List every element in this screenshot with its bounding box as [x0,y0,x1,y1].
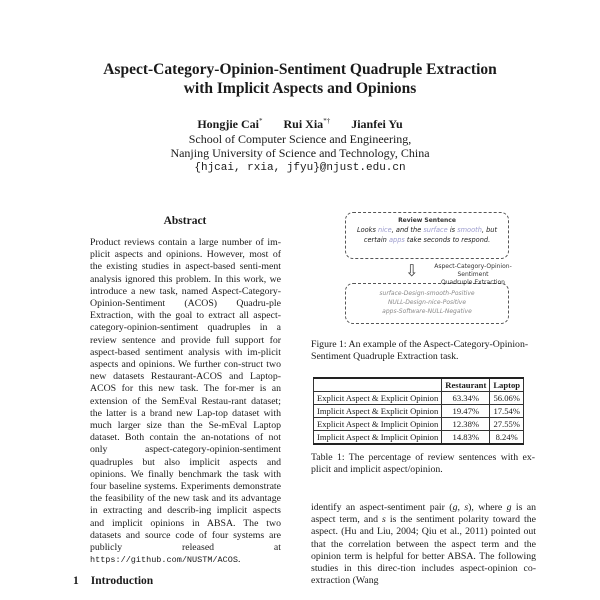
table-row: Explicit Aspect & Implicit Opinion 12.38% 27.55% [314,418,524,431]
title-line-1: Aspect-Category-Opinion-Sentiment Quadruple Extraction [103,61,497,78]
figure-1 [345,212,512,324]
title-line-2: with Implicit Aspects and Opinions [183,80,417,97]
table-header-cell: Restaurant [442,378,490,392]
table-row: Implicit Aspect & Implicit Opinion 14.83% 8.24% [314,431,524,445]
author: Rui Xia*† [283,117,331,131]
extraction-label: Aspect-Category-Opinion-Sentiment Quadruple Extraction [434,263,512,286]
table-row: Implicit Aspect & Explicit Opinion 19.47% 17.54% [314,405,524,418]
author-names [0,114,600,132]
author: Jianfei Yu [351,117,403,131]
affiliation-line-1: School of Computer Science and Engineering, [188,131,412,146]
section-number: 1 [73,575,79,587]
author-block [0,114,600,175]
table-1-caption: Table 1: The percentage of review sentences with ex-plicit and implicit aspect/opinion. [311,452,535,476]
quadruple-output-box [345,283,509,324]
section-heading-introduction [73,575,153,587]
author-email: {hjcai, rxia, jfyu}@njust.edu.cn [194,161,406,174]
affiliation-line-2: Nanjing University of Science and Technology, China [170,146,430,160]
table-1 [313,377,524,445]
down-arrow-icon: ⇩ [405,261,419,280]
abstract-heading: Abstract [163,215,207,227]
review-sentence-heading: Review Sentence [398,217,456,224]
figure-1-caption: Figure 1: An example of the Aspect-Category-Opinion-Sentiment Quadruple Extraction task. [311,339,529,363]
abstract-body-text: Product reviews contain a large number of im-plicit aspects and opinions. However, most of the existing studies in aspect-based senti-ment analysis ignored this problem. In this work, we introduce a new task, named Aspect-Category-Opinion-Sentiment (ACOS) Quadru-ple Extraction, with the goal to extract all aspect-category-opinion-sentiment quadruples in a review sentence and provide full support for aspect-based sentiment analysis with im-plicit aspects and opinions. We further con-struct two new datasets Restaurant-ACOS and Laptop-ACOS for this new task. The for-mer is an extension of the SemEval Restau-rant dataset; the latter is a brand new Lap-top dataset with much larger size than the Se-mEval Laptop dataset. Both contain the an-notations of not only aspect-category-opinion-sentiment quadruples but also implicit aspects and opinions. We finally benchmark the task with four baseline systems. Experiments demonstrate the feasibility of the new task and its advantage in extracting and describ-ing implicit aspects and implicit opinions in ABSA. The two datasets and source code of four systems are publicly released at [90,237,281,554]
extraction-arrow-row [345,259,512,286]
repo-link[interactable]: https://github.com/NUSTM/ACOS [90,555,238,566]
abstract-text: Product reviews contain a large number of im-plicit aspects and opinions. However, most of the existing studies in aspect-based senti-ment analysis ignored this problem. In this work, we introduce a new task, named Aspect-Category-Opinion-Sentiment (ACOS) Quadru-ple Extraction, with the goal to extract all aspect-category-opinion-sentiment quadruples in a review sentence and provide full support for aspect-based sentiment analysis with im-plicit aspects and opinions. We further con-struct two new datasets Restaurant-ACOS and Laptop-ACOS for this new task. The for-mer is an extension of the SemEval Restau-rant dataset; the latter is a brand new Lap-top dataset with much larger size than the Se-mEval Laptop dataset. Both contain the an-notations of not only aspect-category-opinion-sentiment quadruples but also implicit aspects and opinions. We finally benchmark the task with four baseline systems. Experiments demonstrate the feasibility of the new task and its advantage in extracting and describ-ing implicit aspects and implicit opinions in ABSA. The two datasets and source code of four systems are publicly released at https://github.com/NUSTM/ACOS. [90,237,281,566]
table-row: Explicit Aspect & Explicit Opinion 63.34% 56.06% [314,392,524,405]
table-header-row [314,378,524,392]
review-sentence-box [345,212,509,259]
paper-title [0,60,600,98]
right-column-body-text: identify an aspect-sentiment pair (g, s), where g is an aspect term, and s is the sentiment polarity toward the aspect. (Hu and Liu, 2004; Qiu et al., 2011) pointed out that the correlation between the aspect term and the opinion term is helpful for better ABSA. The following studies in this direc-tion includes aspect-opinion co-extraction (Wang [311,502,537,587]
author: Hongjie Cai* [197,117,263,131]
quadruple-item: NULL-Design-nice-Positive [387,299,467,306]
table-header-cell [314,378,442,392]
review-sentence-text: Looks nice, and the surface is smooth, but certain apps take seconds to respond. [356,226,498,244]
quadruple-item: apps-Software-NULL-Negative [382,308,472,315]
section-title: Introduction [90,575,154,587]
quadruple-item: surface-Design-smooth-Positive [379,290,475,297]
table-header-cell: Laptop [490,378,524,392]
